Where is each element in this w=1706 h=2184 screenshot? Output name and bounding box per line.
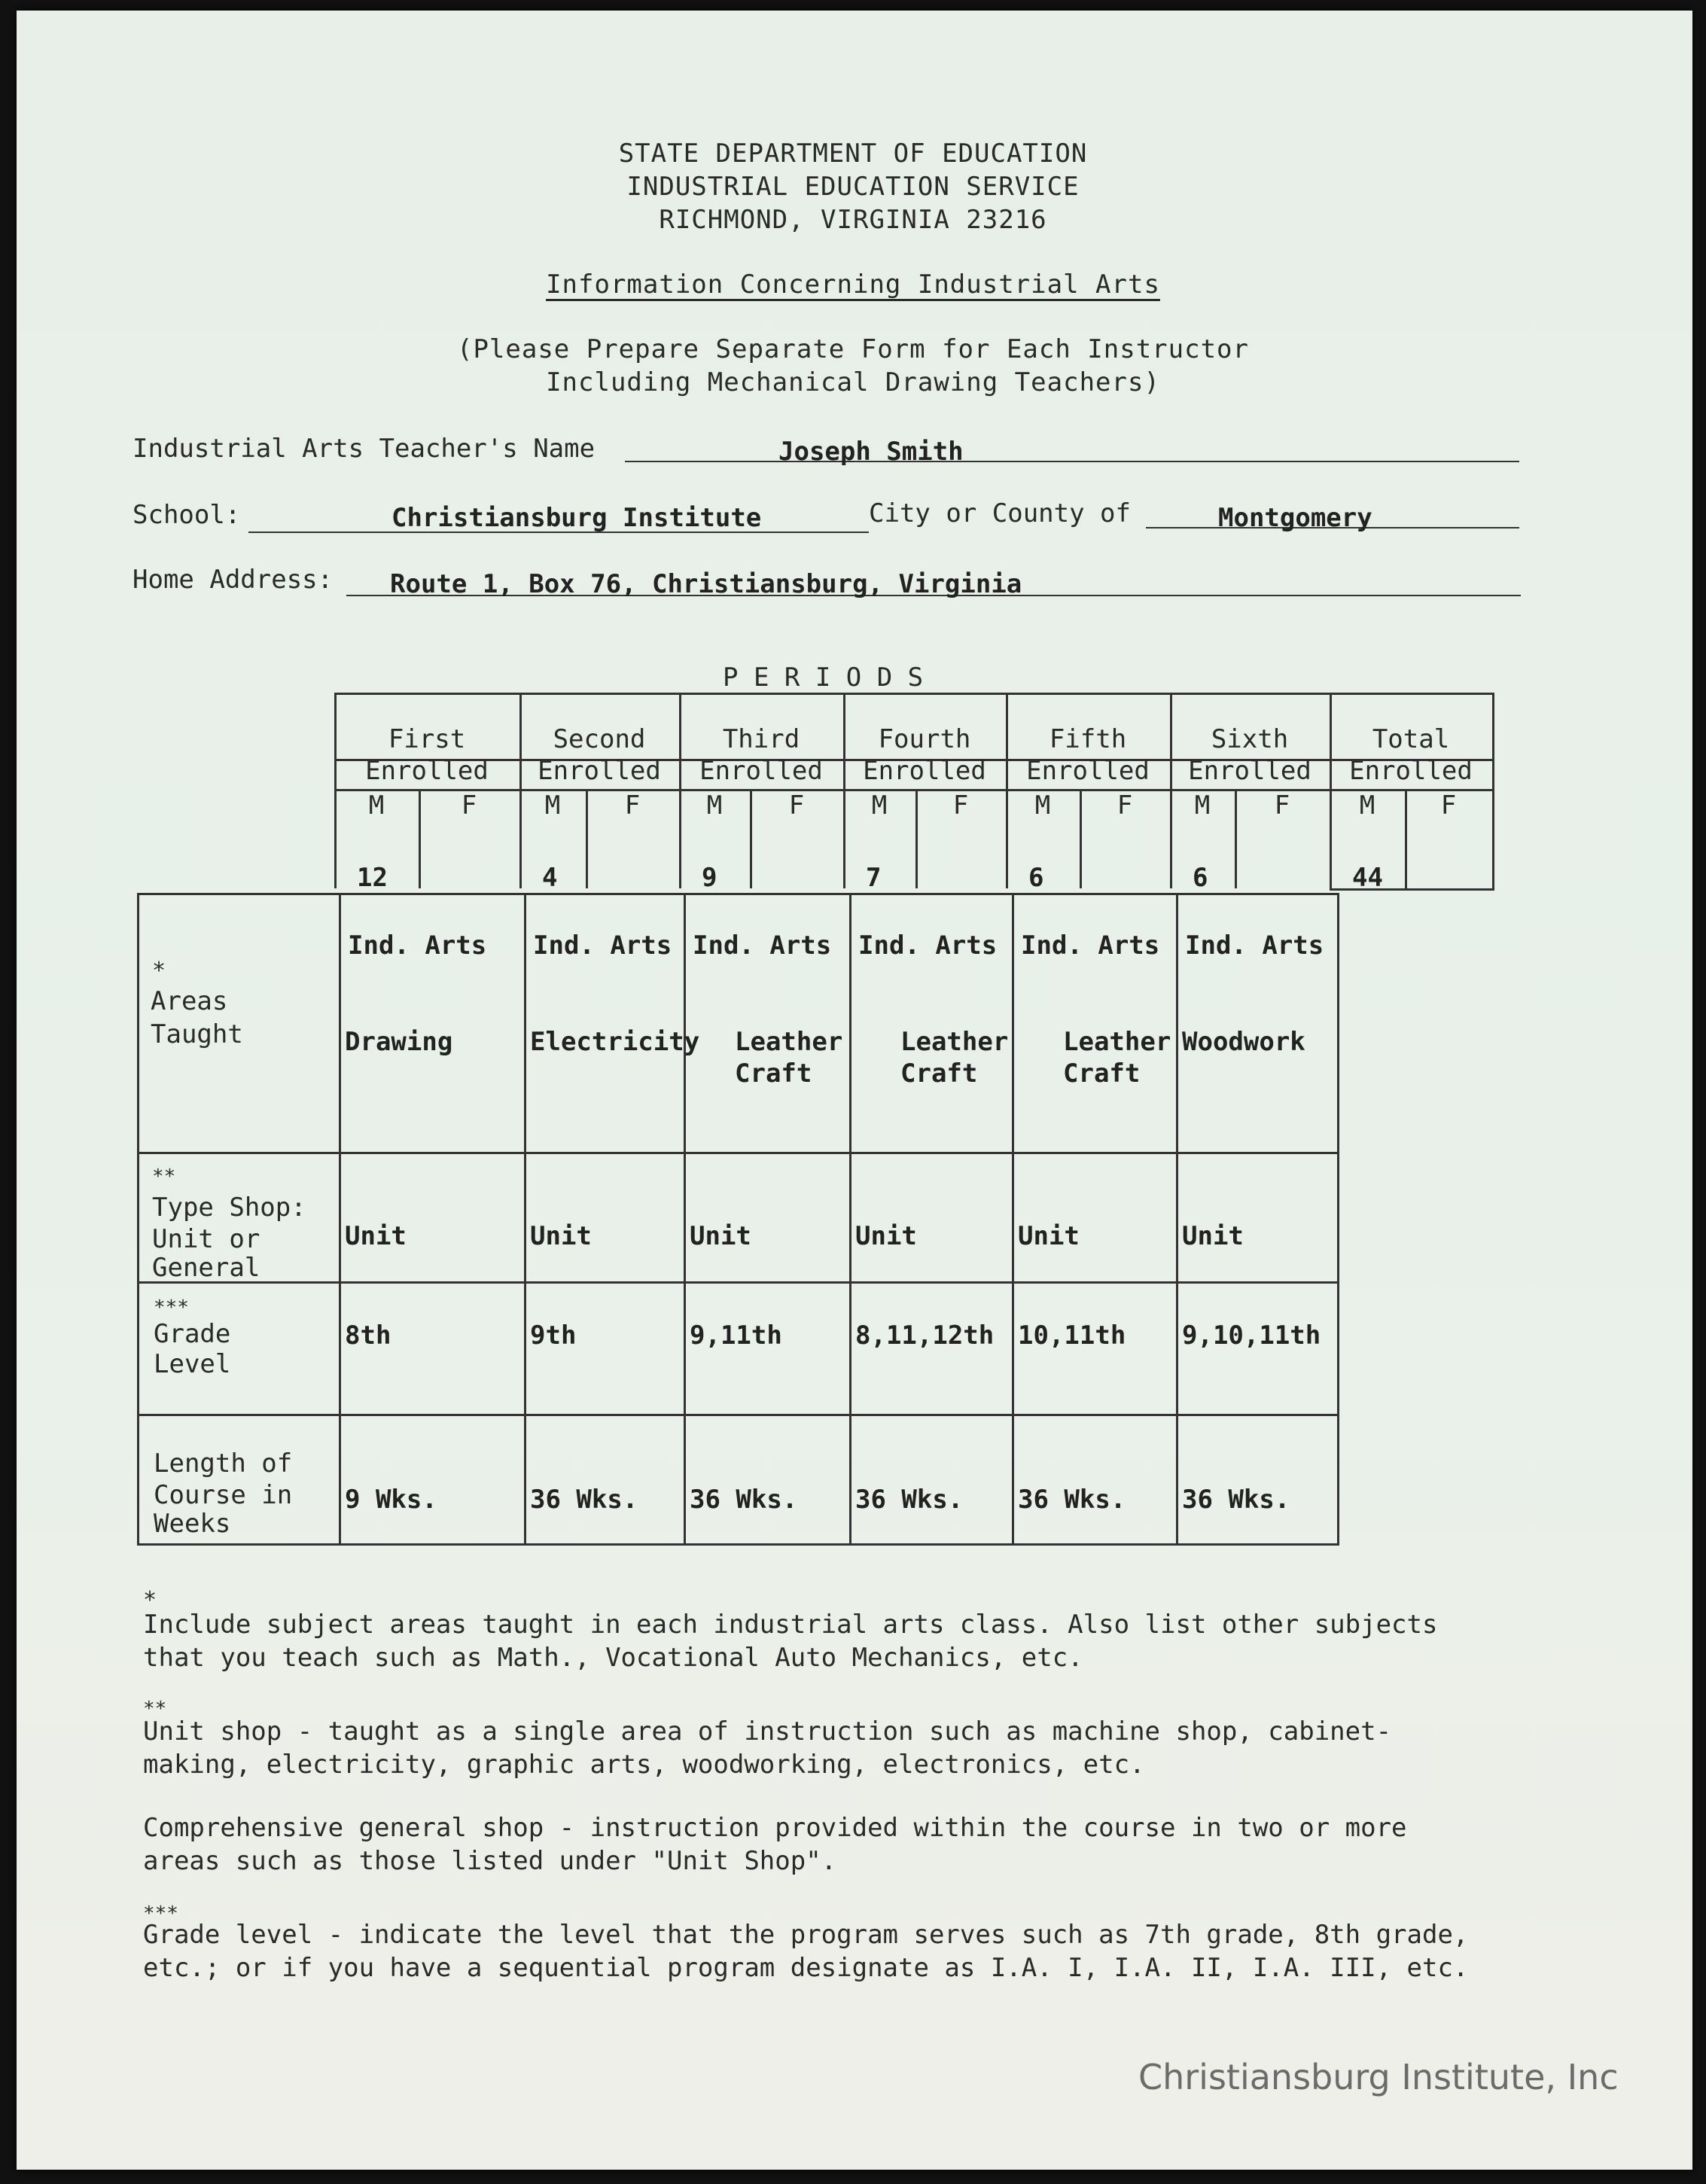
lower-column-rule <box>1337 893 1339 1546</box>
row-rule <box>137 1152 1339 1154</box>
county-value: Montgomery <box>1218 503 1372 533</box>
teacher-name-value: Joseph Smith <box>778 437 964 467</box>
course-length-value: 36 Wks. <box>1182 1485 1290 1515</box>
period-name-third: Third <box>722 724 800 754</box>
footnote-2-line-1: Unit shop - taught as a single area of instruction such as machine shop, cabinet- <box>143 1716 1392 1747</box>
type-label-2: Unit or <box>152 1224 260 1254</box>
course-length-value: 36 Wks. <box>690 1485 798 1515</box>
area-line-1: Ind. Arts <box>858 931 998 961</box>
period-name-second: Second <box>553 724 646 754</box>
female-header: F <box>788 790 805 821</box>
male-header: M <box>706 790 723 821</box>
area-line-1: Ind. Arts <box>693 931 832 961</box>
female-header: F <box>624 790 641 821</box>
area-line-1: Ind. Arts <box>1021 931 1160 961</box>
area-line-2: Drawing <box>345 1027 453 1057</box>
areas-label-1: Areas <box>151 986 228 1016</box>
school-value: Christiansburg Institute <box>391 503 762 533</box>
male-header: M <box>544 790 561 821</box>
header-line-2: INDUSTRIAL EDUCATION SERVICE <box>626 172 1080 202</box>
footnote-mark-1: * <box>143 1587 157 1613</box>
type-shop-value: Unit <box>855 1221 917 1251</box>
area-line-2: Leather <box>735 1027 843 1057</box>
male-header: M <box>871 790 888 821</box>
type-label-1: Type Shop: <box>152 1193 306 1223</box>
type-label-3: General <box>152 1253 260 1283</box>
footnote-3-line-1: Comprehensive general shop - instruction provided within the course in two or more <box>143 1813 1407 1843</box>
course-length-value: 9 Wks. <box>345 1485 437 1515</box>
period-name-total: Total <box>1372 724 1450 754</box>
header-line-3: RICHMOND, VIRGINIA 23216 <box>659 205 1047 235</box>
area-line-1: Ind. Arts <box>533 931 672 961</box>
county-label: City or County of <box>869 498 1131 528</box>
enrolled-label: Enrolled <box>1026 756 1150 786</box>
type-shop-value: Unit <box>1182 1221 1244 1251</box>
header-line-1: STATE DEPARTMENT OF EDUCATION <box>618 139 1088 169</box>
footnote-mark-2: ** <box>143 1698 167 1720</box>
areas-footnote-mark: * <box>152 958 166 984</box>
period-column-rule <box>1492 693 1494 888</box>
male-header: M <box>368 790 385 821</box>
male-count: 12 <box>357 863 388 893</box>
row-rule <box>137 893 1339 895</box>
male-count: 7 <box>866 863 882 893</box>
male-header: M <box>1359 790 1375 821</box>
grade-label-1: Grade <box>154 1319 231 1349</box>
course-length-value: 36 Wks. <box>1018 1485 1126 1515</box>
enrolled-label: Enrolled <box>365 756 489 786</box>
footnote-2-line-2: making, electricity, graphic arts, woodworking, electronics, etc. <box>143 1750 1145 1780</box>
grade-label-2: Level <box>154 1349 231 1379</box>
address-value: Route 1, Box 76, Christiansburg, Virginia <box>390 569 1022 599</box>
grade-level-value: 8,11,12th <box>855 1320 995 1351</box>
male-count: 44 <box>1352 863 1383 893</box>
length-label-3: Weeks <box>154 1509 231 1539</box>
teacher-name-label: Industrial Arts Teacher's Name <box>133 434 596 464</box>
male-count: 9 <box>702 863 717 893</box>
type-shop-value: Unit <box>1018 1221 1080 1251</box>
lower-column-rule <box>849 893 851 1546</box>
grade-footnote-mark: *** <box>154 1296 189 1319</box>
type-shop-value: Unit <box>530 1221 592 1251</box>
row-rule <box>137 1543 1339 1546</box>
area-line-3: Craft <box>900 1058 978 1089</box>
male-count: 4 <box>542 863 558 893</box>
periods-heading: P E R I O D S <box>723 663 924 693</box>
enrolled-label: Enrolled <box>1349 756 1473 786</box>
grade-level-value: 9th <box>530 1320 577 1351</box>
footnote-4-line-1: Grade level - indicate the level that the program serves such as 7th grade, 8th grade, <box>143 1920 1469 1950</box>
lower-column-rule <box>1012 893 1014 1546</box>
male-count: 6 <box>1028 863 1044 893</box>
male-header: M <box>1194 790 1211 821</box>
length-label-1: Length of <box>154 1448 293 1479</box>
area-line-2: Leather <box>1063 1027 1171 1057</box>
row-rule <box>137 1414 1339 1416</box>
area-line-1: Ind. Arts <box>1185 931 1324 961</box>
lower-column-rule <box>339 893 341 1546</box>
enrolled-label: Enrolled <box>538 756 661 786</box>
form-title: Information Concerning Industrial Arts <box>546 270 1160 300</box>
female-header: F <box>952 790 969 821</box>
area-line-3: Craft <box>1063 1058 1141 1089</box>
row-rule <box>137 1281 1339 1284</box>
female-header: F <box>1117 790 1133 821</box>
type-footnote-mark: ** <box>152 1165 176 1188</box>
area-line-3: Craft <box>735 1058 812 1089</box>
lower-column-rule <box>524 893 526 1546</box>
male-header: M <box>1034 790 1051 821</box>
male-count: 6 <box>1193 863 1208 893</box>
footnote-4-line-2: etc.; or if you have a sequential program designate as I.A. I, I.A. II, I.A. III, etc. <box>143 1953 1469 1983</box>
area-line-2: Woodwork <box>1182 1027 1305 1057</box>
period-name-fourth: Fourth <box>878 724 971 754</box>
female-header: F <box>461 790 477 821</box>
type-shop-value: Unit <box>345 1221 407 1251</box>
teacher-name-line <box>625 461 1519 462</box>
grade-level-value: 8th <box>345 1320 391 1351</box>
area-line-1: Ind. Arts <box>348 931 487 961</box>
grade-level-value: 10,11th <box>1018 1320 1126 1351</box>
lower-column-rule <box>1176 893 1178 1546</box>
watermark: Christiansburg Institute, Inc <box>1138 2057 1619 2097</box>
enrolled-label: Enrolled <box>1188 756 1311 786</box>
grade-level-value: 9,10,11th <box>1182 1320 1321 1351</box>
enrolled-label: Enrolled <box>699 756 823 786</box>
areas-label-2: Taught <box>151 1019 243 1049</box>
female-header: F <box>1440 790 1457 821</box>
footnote-mark-3: *** <box>143 1902 178 1925</box>
instruction-note-1: (Please Prepare Separate Form for Each Instructor <box>456 334 1250 364</box>
school-label: School: <box>133 500 241 530</box>
instruction-note-2: Including Mechanical Drawing Teachers) <box>546 367 1160 398</box>
area-line-2: Leather <box>900 1027 1009 1057</box>
course-length-value: 36 Wks. <box>530 1485 638 1515</box>
female-header: F <box>1274 790 1290 821</box>
enrolled-label: Enrolled <box>863 756 986 786</box>
grade-level-value: 9,11th <box>690 1320 782 1351</box>
lower-column-rule <box>684 893 686 1546</box>
footnote-3-line-2: areas such as those listed under "Unit Shop". <box>143 1846 837 1876</box>
footnote-1-line-2: that you teach such as Math., Vocational Auto Mechanics, etc. <box>143 1643 1083 1673</box>
course-length-value: 36 Wks. <box>855 1485 964 1515</box>
period-name-sixth: Sixth <box>1211 724 1289 754</box>
area-line-2: Electricity <box>530 1027 700 1057</box>
address-label: Home Address: <box>133 565 334 595</box>
length-label-2: Course in <box>154 1480 293 1510</box>
footnote-1-line-1: Include subject areas taught in each industrial arts class. Also list other subjects <box>143 1610 1438 1640</box>
lower-column-rule <box>137 893 139 1546</box>
period-name-first: First <box>388 724 466 754</box>
type-shop-value: Unit <box>690 1221 751 1251</box>
period-name-fifth: Fifth <box>1049 724 1127 754</box>
header-top-rule <box>334 693 1494 695</box>
